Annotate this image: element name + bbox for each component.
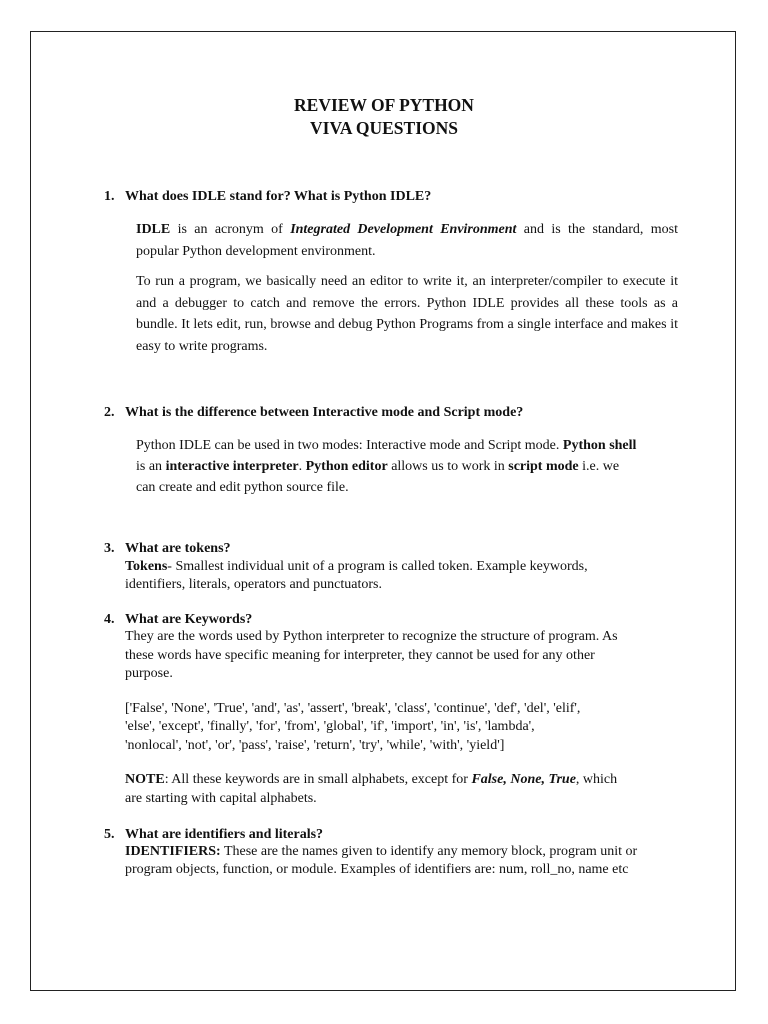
question-text: What does IDLE stand for? What is Python IDLE? [125,189,432,204]
question-text: What are tokens? [125,541,231,556]
note-label: NOTE [125,772,165,787]
question-number: 4. [104,612,115,627]
question-1 [104,188,431,206]
term-identifiers: IDENTIFIERS: [125,844,221,859]
text-span: i.e. we [578,459,620,474]
answer-3-line-1 [125,558,588,577]
answer-5-line-2: program objects, function, or module. Examples of identifiers are: num, roll_no, name etc [125,862,629,877]
answer-4-desc-line-3: purpose. [125,666,173,681]
keyword-list-line-2: 'else', 'except', 'finally', 'for', 'from', 'global', 'if', 'import', 'in', 'is', 'lambda', [125,719,535,734]
term-interactive-interpreter: interactive interpreter [165,459,299,474]
question-text: What is the difference between Interactive mode and Script mode? [125,405,524,420]
term-script-mode: script mode [508,459,579,474]
question-number: 3. [104,541,115,556]
document-title-line1: REVIEW OF PYTHON [294,95,474,115]
answer-2-line-2 [136,458,619,477]
text-span: : All these keywords are in small alphabets, except for [164,772,472,787]
answer-5-line-1 [125,843,637,862]
text-span: and is the standard, most popular Python development environment. [136,222,678,259]
answer-1-paragraph-2: To run a program, we basically need an editor to write it, an interpreter/compiler to execute it and a debugger to catch and remove the errors. Python IDLE provides all these tools as a bundle. It lets edit, run, browse and debug Python Programs from a single interface and makes it easy to write programs. [136,274,678,354]
answer-4-desc-line-1: They are the words used by Python interpreter to recognize the structure of program. As [125,629,618,644]
text-span: is an [136,459,166,474]
text-span: , which [575,772,618,787]
text-span: These are the names given to identify any memory block, program unit or [220,844,638,859]
text-span: Python IDLE can be used in two modes: Interactive mode and Script mode. [136,438,563,453]
question-2 [104,404,523,422]
question-number: 1. [104,189,115,204]
term-idle: IDLE [136,222,171,237]
term-false-none-true: False, None, True [471,772,576,787]
question-5 [104,826,323,844]
text-span: . [298,459,306,474]
answer-2-line-3: can create and edit python source file. [136,480,349,495]
question-4 [104,611,252,629]
question-3 [104,540,231,558]
term-python-editor: Python editor [305,459,388,474]
note-line-1 [125,771,617,790]
question-number: 2. [104,405,115,420]
question-text: What are identifiers and literals? [125,827,324,842]
document-title-line2: VIVA QUESTIONS [310,118,458,138]
question-text: What are Keywords? [125,612,253,627]
text-span: allows us to work in [387,459,509,474]
note-line-2: are starting with capital alphabets. [125,791,317,806]
keyword-list-line-3: 'nonlocal', 'not', 'or', 'pass', 'raise', 'return', 'try', 'while', 'with', 'yield'] [125,738,505,753]
answer-1-paragraph-1 [136,219,678,262]
term-python-shell: Python shell [562,438,637,453]
answer-3-line-2: identifiers, literals, operators and punctuators. [125,577,382,592]
text-span: - Smallest individual unit of a program is called token. Example keywords, [167,559,588,574]
question-number: 5. [104,827,115,842]
text-span: is an acronym of [170,222,291,237]
answer-4-desc-line-2: these words have specific meaning for interpreter, they cannot be used for any other [125,648,595,663]
term-tokens: Tokens [125,559,168,574]
keyword-list-line-1: ['False', 'None', 'True', 'and', 'as', 'assert', 'break', 'class', 'continue', 'def', 'del', 'elif', [125,701,581,716]
answer-2-line-1 [136,437,636,456]
term-integrated-development-environment: Integrated Development Environment [290,222,517,237]
